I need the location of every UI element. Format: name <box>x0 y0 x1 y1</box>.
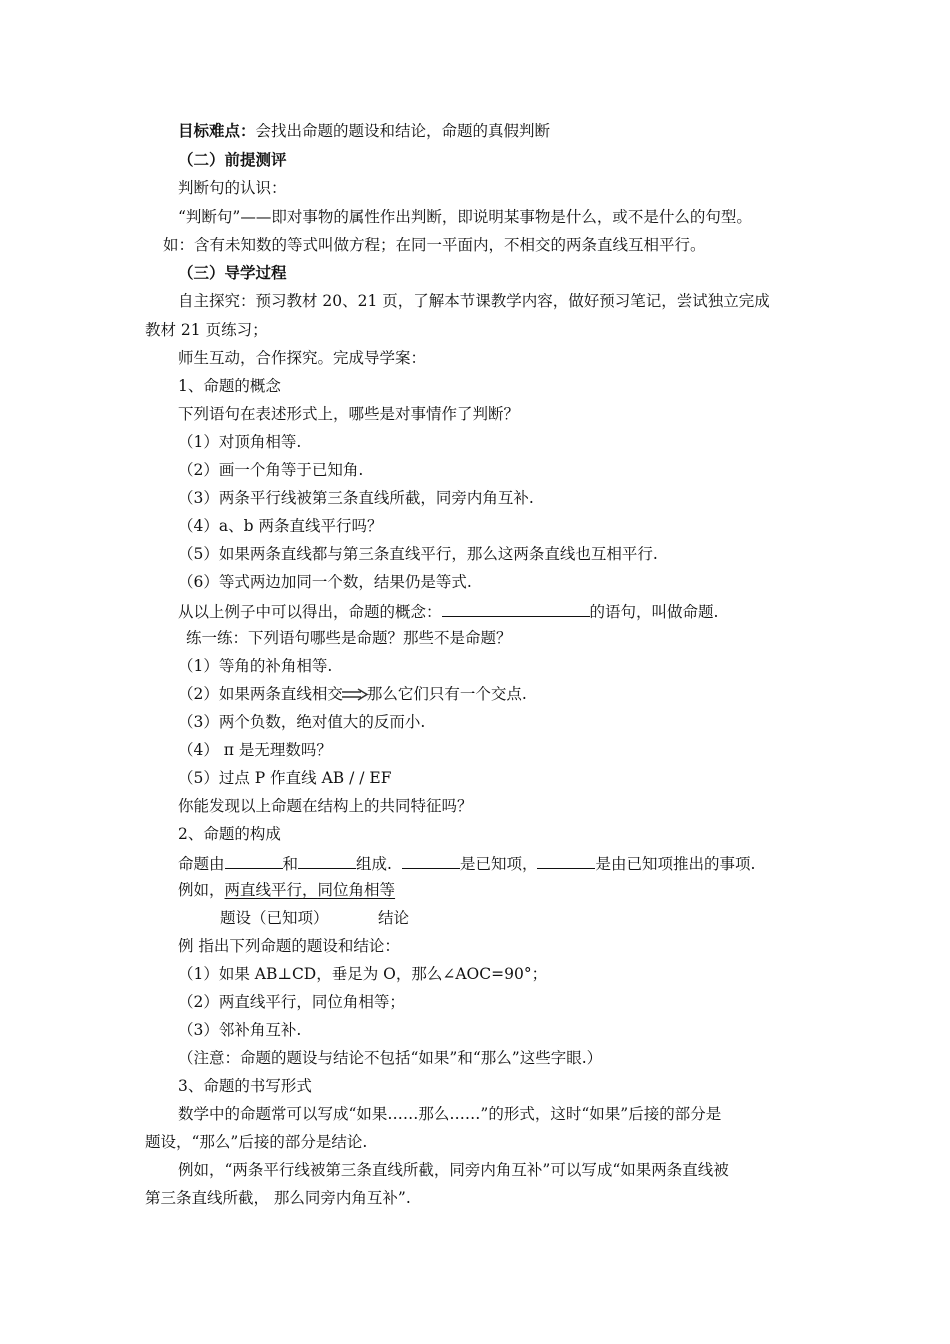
practice-item <box>178 684 527 704</box>
composition-text: 和 <box>282 855 299 873</box>
practice-item: （1）等角的补角相等. <box>178 657 333 675</box>
discover-question: 你能发现以上命题在结构上的共同特征吗？ <box>178 797 473 815</box>
blank-field[interactable] <box>298 852 356 869</box>
practice-item: （4） π 是无理数吗？ <box>178 741 332 759</box>
composition-text: 是已知项， <box>459 855 538 873</box>
practice-item: （3）两个负数，绝对值大的反而小. <box>178 713 426 731</box>
task-title: 例 指出下列命题的题设和结论： <box>178 937 400 955</box>
goal-text: 会找出命题的题设和结论，命题的真假判断 <box>255 122 551 140</box>
list-item: （4）a、b 两条直线平行吗？ <box>178 517 383 535</box>
example-conclusion: 同位角相等 <box>317 881 396 899</box>
list-item: （2）画一个角等于已知角. <box>178 461 364 479</box>
list-item: （1）对顶角相等. <box>178 433 302 451</box>
blank-field[interactable] <box>225 852 283 869</box>
concept-prefix: 从以上例子中可以得出，命题的概念： <box>178 603 442 621</box>
judge-intro: 判断句的认识： <box>178 179 287 197</box>
part2-title: 2、命题的构成 <box>178 825 281 843</box>
concept-line <box>178 600 718 622</box>
section-3-title: （三）导学过程 <box>178 263 287 282</box>
list-item: （6）等式两边加同一个数，结果仍是等式. <box>178 573 472 591</box>
example-condition: 两直线平行 <box>224 881 303 899</box>
composition-text: 命题由 <box>178 855 225 873</box>
part1-question: 下列语句在表述形式上，哪些是对事情作了判断？ <box>178 405 520 423</box>
task-item: （2）两直线平行，同位角相等； <box>178 993 405 1011</box>
section-2-title: （二）前提测评 <box>178 150 287 169</box>
example-prefix: 例如， <box>178 881 225 899</box>
judge-definition: “判断句”——即对事物的属性作出判断，即说明某事物是什么，或不是什么的句型。 <box>178 208 752 226</box>
composition-text: 组成. <box>356 855 392 873</box>
blank-field[interactable] <box>537 852 595 869</box>
study-line-3: 师生互动，合作探究。完成导学案： <box>178 349 427 367</box>
implies-arrow-icon <box>341 688 369 702</box>
study-line-2: 教材 21 页练习； <box>145 321 268 339</box>
task-item: （1）如果 AB⊥CD，垂足为 O，那么∠AOC=90°； <box>178 965 548 983</box>
label-condition: 题设（已知项） <box>220 909 329 927</box>
list-item: （5）如果两条直线都与第三条直线平行，那么这两条直线也互相平行. <box>178 545 658 563</box>
part1-title: 1、命题的概念 <box>178 377 281 395</box>
list-item: （3）两条平行线被第三条直线所截，同旁内角互补. <box>178 489 534 507</box>
part3-title: 3、命题的书写形式 <box>178 1077 312 1095</box>
goal-line <box>178 121 550 141</box>
part3-line-4: 第三条直线所截， 那么同旁内角互补”. <box>145 1189 411 1207</box>
part3-line-3: 例如，“两条平行线被第三条直线所截，同旁内角互补”可以写成“如果两条直线被 <box>178 1161 729 1179</box>
concept-suffix: 的语句，叫做命题. <box>589 603 719 621</box>
note: （注意：命题的题设与结论不包括“如果”和“那么”这些字眼.） <box>178 1049 603 1067</box>
composition-line <box>178 852 755 874</box>
example-line <box>178 880 395 900</box>
concept-blank[interactable] <box>442 600 590 617</box>
example-separator: ， <box>302 881 318 899</box>
task-item: （3）邻补角互补. <box>178 1021 302 1039</box>
study-line-1: 自主探究：预习教材 20、21 页，了解本节课教学内容，做好预习笔记，尝试独立完成 <box>178 292 770 310</box>
label-conclusion: 结论 <box>378 909 410 927</box>
blank-field[interactable] <box>402 852 460 869</box>
goal-label: 目标难点： <box>178 121 256 140</box>
judge-example: 如：含有未知数的等式叫做方程；在同一平面内，不相交的两条直线互相平行。 <box>163 236 706 254</box>
practice-item: （5）过点 P 作直线 AB / / EF <box>178 769 392 787</box>
practice-title: 练一练：下列语句哪些是命题？那些不是命题？ <box>186 629 512 647</box>
part3-line-2: 题设，“那么”后接的部分是结论. <box>145 1133 368 1151</box>
practice-2-condition: （2）如果两条直线相交 <box>178 685 343 703</box>
practice-2-conclusion: 那么它们只有一个交点. <box>366 685 527 703</box>
part3-line-1: 数学中的命题常可以写成“如果……那么……”的形式，这时“如果”后接的部分是 <box>178 1105 722 1123</box>
composition-text: 是由已知项推出的事项. <box>595 855 756 873</box>
